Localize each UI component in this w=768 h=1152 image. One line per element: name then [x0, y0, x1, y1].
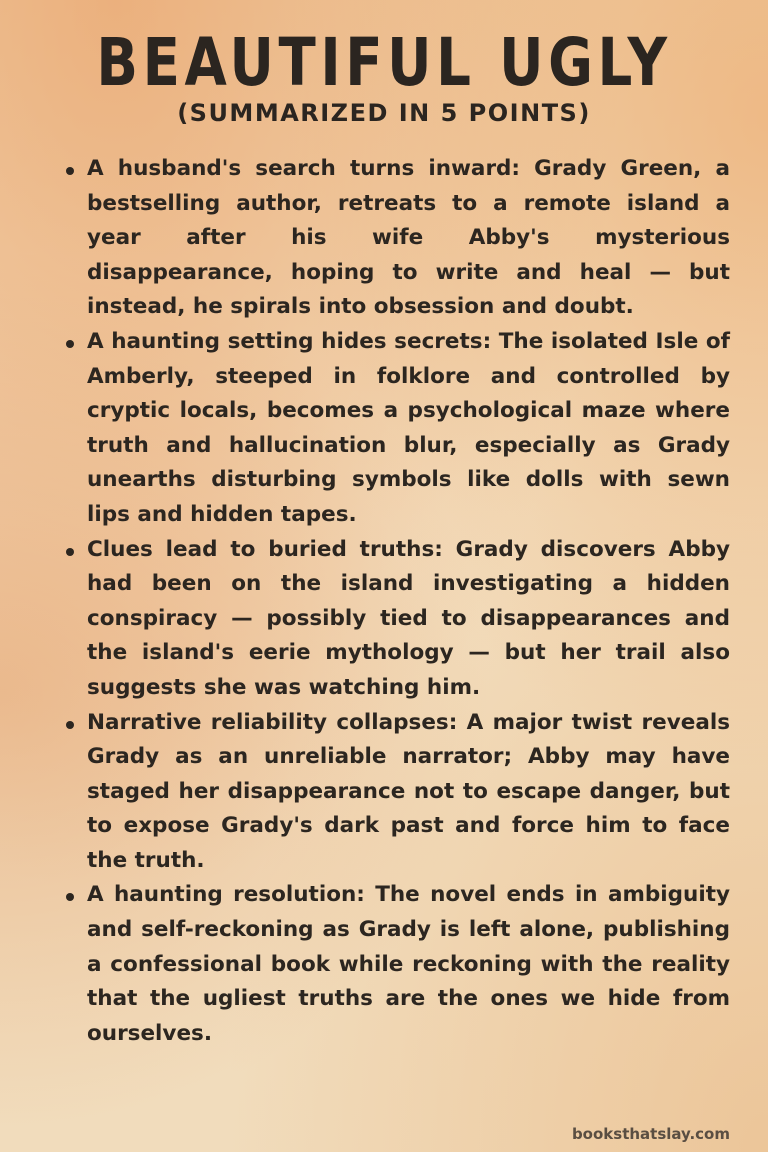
- point-text: A husband's search turns inward: Grady Green, a bestselling author, retreats to a remote island a year after his wife Abby's mysterious disappearance, hoping to write and heal — but instead, he spirals into obsession and doubt.: [87, 156, 730, 320]
- bullet-icon: [66, 721, 74, 729]
- page-title: BEAUTIFUL UGLY: [96, 24, 672, 101]
- list-item: [87, 152, 730, 325]
- bullet-icon: [66, 548, 74, 556]
- summary-list: [87, 152, 730, 1051]
- point-text: Clues lead to buried truths: Grady discovers Abby had been on the island investigating a hidden conspiracy — possibly tied to disappearances and the island's eerie mythology — but her trail also suggests she was watching him.: [87, 536, 730, 700]
- site-watermark: booksthatslay.com: [571, 1125, 730, 1143]
- point-text: A haunting resolution: The novel ends in ambiguity and self-reckoning as Grady is left alone, publishing a confessional book while reckoning with the reality that the ugliest truths are the ones we hide from ourselves.: [87, 882, 730, 1046]
- bullet-icon: [66, 893, 74, 901]
- list-item: [87, 706, 730, 879]
- list-item: [87, 533, 730, 706]
- list-item: [87, 325, 730, 533]
- bullet-icon: [66, 167, 74, 175]
- point-text: A haunting setting hides secrets: The isolated Isle of Amberly, steeped in folklore and controlled by cryptic locals, becomes a psychological maze where truth and hallucination blur, especially as Grady unearths disturbing symbols like dolls with sewn lips and hidden tapes.: [87, 328, 730, 527]
- list-item: [87, 878, 730, 1051]
- bullet-icon: [66, 340, 74, 348]
- page-subtitle: (SUMMARIZED IN 5 POINTS): [177, 99, 591, 127]
- point-text: Narrative reliability collapses: A major twist reveals Grady as an unreliable narrator; Abby may have staged her disappearance not to escape danger, but to expose Grady's dark past and force him to face the truth.: [87, 709, 730, 873]
